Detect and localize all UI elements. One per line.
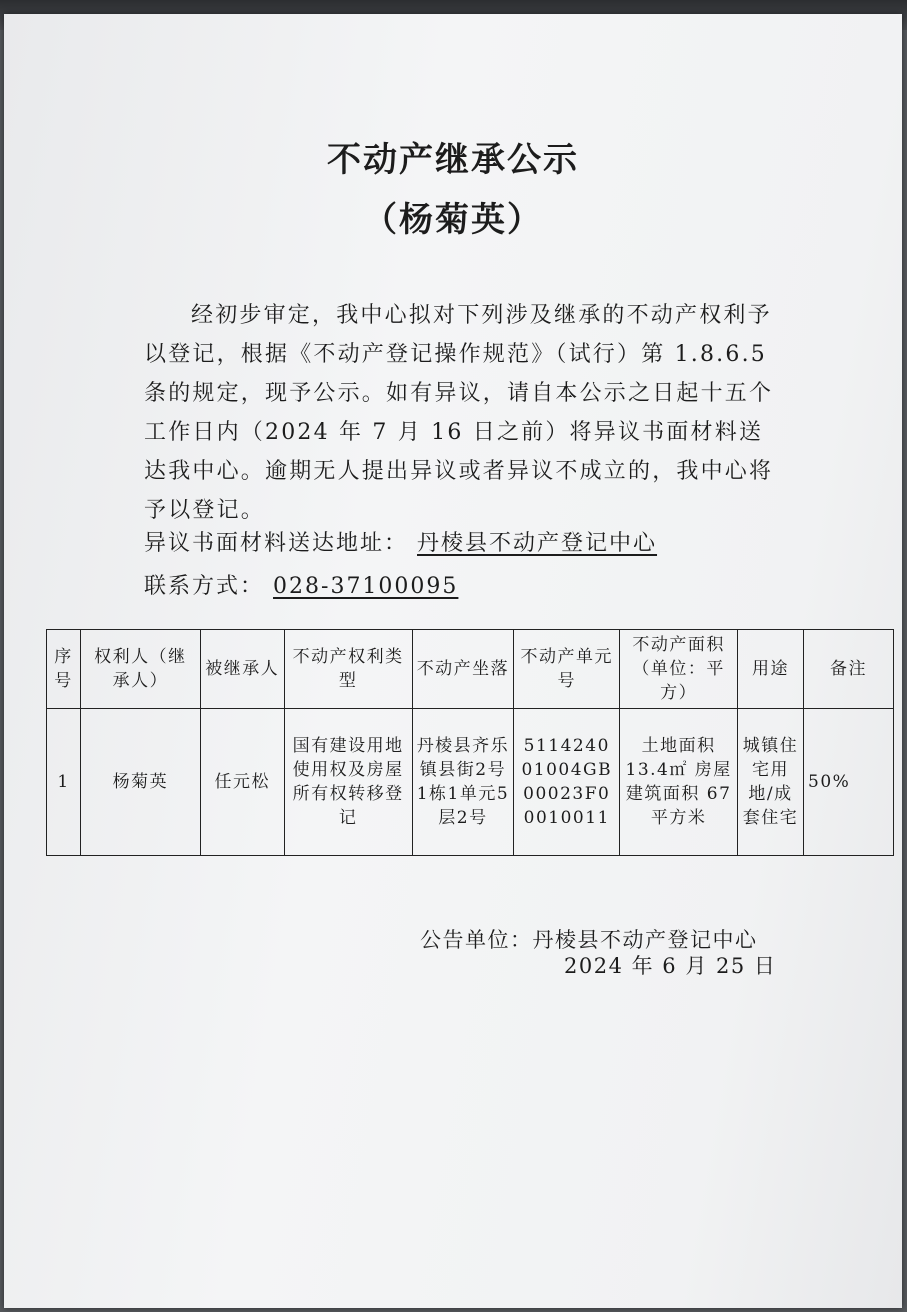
table-cell: 土地面积13.4㎡ 房屋建筑面积 67 平方米 (620, 709, 738, 856)
header-cell: 不动产单元号 (514, 630, 620, 709)
table-cell: 国有建设用地使用权及房屋所有权转移登记 (284, 709, 412, 856)
table-cell: 城镇住宅用地/成套住宅 (738, 709, 804, 856)
header-cell: 备注 (804, 630, 894, 709)
table-cell: 丹棱县齐乐镇县街2号1栋1单元5层2号 (412, 709, 514, 856)
table-cell: 511424001004GB00023F00010011 (514, 709, 620, 856)
table-cell: 任元松 (200, 709, 284, 856)
address-line (144, 526, 657, 557)
contact-line (144, 569, 458, 600)
table-row (47, 709, 894, 856)
header-cell: 权利人（继承人） (80, 630, 200, 709)
table-cell: 1 (47, 709, 81, 856)
header-cell: 不动产坐落 (412, 630, 514, 709)
header-cell: 用途 (738, 630, 804, 709)
header-cell: 不动产面积（单位：平方） (620, 630, 738, 709)
property-table (46, 629, 894, 856)
header-cell: 序号 (47, 630, 81, 709)
table-cell: 50% (804, 709, 894, 856)
contact-value: 028-37100095 (273, 574, 459, 599)
document-title: 不动产继承公示 (327, 140, 579, 180)
table-header-row (47, 630, 894, 709)
notice-unit: 公告单位：丹棱县不动产登记中心 (420, 928, 758, 952)
address-label: 异议书面材料送达地址： (144, 531, 409, 556)
body-paragraph-block (144, 296, 784, 530)
notice-date: 2024 年 6 月 25 日 (564, 954, 777, 978)
table-cell: 杨菊英 (80, 709, 200, 856)
document-paper (4, 14, 902, 1308)
document-subtitle: （杨菊英） (363, 200, 543, 240)
header-cell: 不动产权利类型 (284, 630, 412, 709)
header-cell: 被继承人 (200, 630, 284, 709)
body-paragraph: 经初步审定，我中心拟对下列涉及继承的不动产权利予以登记，根据《不动产登记操作规范》（试行）第 1.8.6.5 条的规定，现予公示。如有异议，请自本公示之日起十五个工作日内（2024 年 7 月 16 日之前）将异议书面材料送达我中心。逾期无人提出异议或者异议不成立的，我中心将予以登记。 (144, 303, 774, 523)
contact-label: 联系方式： (144, 574, 265, 599)
address-value: 丹棱县不动产登记中心 (417, 531, 658, 556)
